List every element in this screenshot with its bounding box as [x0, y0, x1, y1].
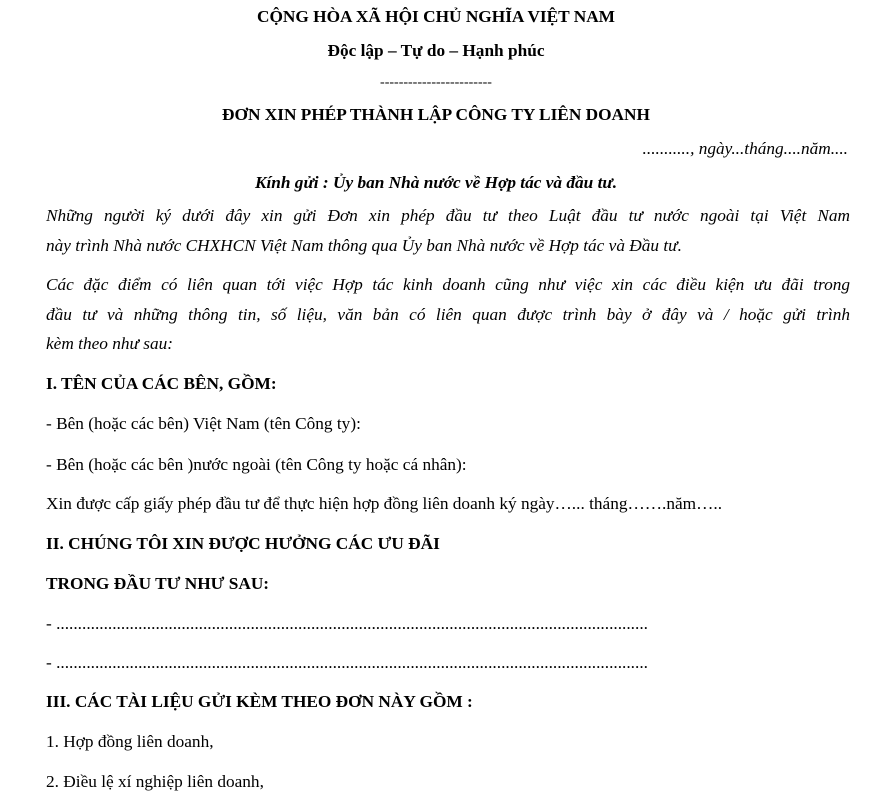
- details-line: kèm theo như sau:: [46, 334, 174, 353]
- details-line: đầu tư và những thông tin, số liệu, văn bản có liên quan được trình bày ở đây và / hoặc gửi trình: [46, 305, 850, 324]
- section2-heading: II. CHÚNG TÔI XIN ĐƯỢC HƯỞNG CÁC ƯU ĐÃI: [46, 534, 440, 553]
- separator: ------------------------: [380, 75, 492, 90]
- date-line: ..........., ngày...tháng....năm....: [642, 139, 848, 158]
- nation-heading: CỘNG HÒA XÃ HỘI CHỦ NGHĨA VIỆT NAM: [257, 7, 615, 26]
- attachment-item: 1. Hợp đồng liên doanh,: [46, 732, 214, 751]
- motto: Độc lập – Tự do – Hạnh phúc: [327, 41, 545, 60]
- section3-heading: III. CÁC TÀI LIỆU GỬI KÈM THEO ĐƠN NÀY GỒM :: [46, 692, 473, 711]
- blank-line: - .........................................................................................................................................: [46, 614, 648, 633]
- attachment-item: 2. Điều lệ xí nghiệp liên doanh,: [46, 772, 264, 791]
- blank-line: - .........................................................................................................................................: [46, 653, 648, 672]
- section1-item: - Bên (hoặc các bên) Việt Nam (tên Công ty):: [46, 414, 361, 433]
- document-title: ĐƠN XIN PHÉP THÀNH LẬP CÔNG TY LIÊN DOANH: [222, 105, 650, 124]
- section2-heading: TRONG ĐẦU TƯ NHƯ SAU:: [46, 574, 270, 593]
- recipient-line: Kính gửi : Ủy ban Nhà nước về Hợp tác và đầu tư.: [254, 173, 618, 192]
- license-request: Xin được cấp giấy phép đầu tư để thực hiện hợp đồng liên doanh ký ngày…... tháng…….năm…..: [46, 494, 723, 513]
- intro-line: Những người ký dưới đây xin gửi Đơn xin phép đầu tư theo Luật đầu tư nước ngoài tại Việt Nam: [46, 206, 850, 225]
- section1-heading: I. TÊN CỦA CÁC BÊN, GỒM:: [46, 374, 277, 393]
- intro-line: này trình Nhà nước CHXHCN Việt Nam thông qua Ủy ban Nhà nước về Hợp tác và Đầu tư.: [46, 236, 682, 255]
- section1-item: - Bên (hoặc các bên )nước ngoài (tên Công ty hoặc cá nhân):: [46, 455, 467, 474]
- details-line: Các đặc điểm có liên quan tới việc Hợp tác kinh doanh cũng như việc xin các điều kiện ưu đãi trong: [46, 275, 850, 294]
